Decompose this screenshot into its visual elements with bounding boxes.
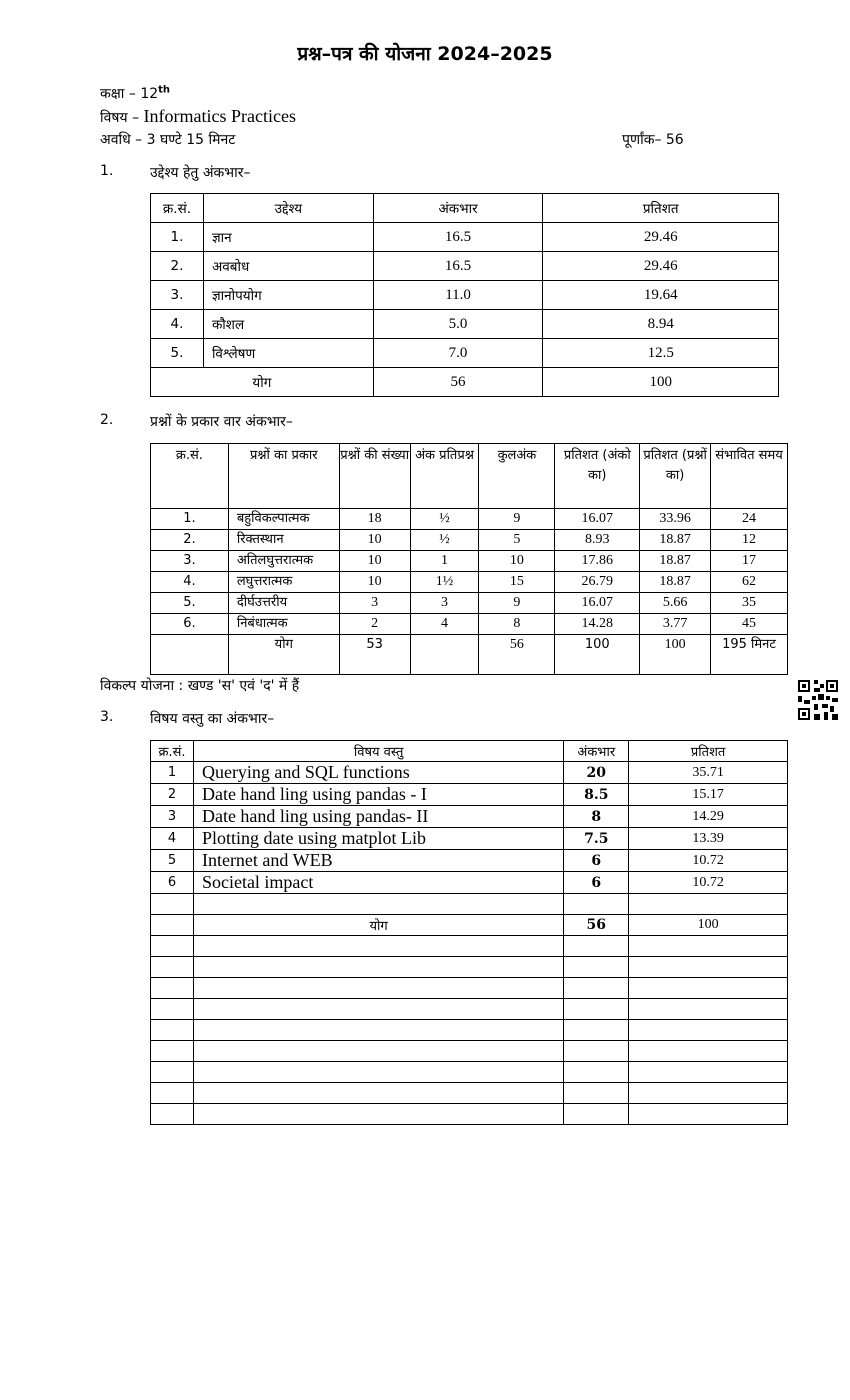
serial-cell: 5. [151, 339, 204, 368]
time-cell: 62 [711, 572, 788, 593]
count-cell: 2 [339, 614, 410, 635]
qr-code-icon [798, 680, 838, 720]
empty-row [151, 1062, 788, 1083]
total-count: 53 [339, 635, 410, 675]
header-cell: अंक प्रतिप्रश्न [410, 444, 479, 509]
table-row [151, 572, 788, 593]
total-marks: 56 [373, 368, 543, 397]
time-cell: 35 [711, 593, 788, 614]
total-time: 195 मिनट [711, 635, 788, 675]
count-cell: 10 [339, 551, 410, 572]
table-row [151, 850, 788, 872]
marks-cell: 8.5 [564, 784, 629, 806]
table-row [151, 223, 779, 252]
header-cell: क्र.सं. [151, 194, 204, 223]
header-cell: प्रश्नों की संख्या [339, 444, 410, 509]
topic-cell: Date hand ling using pandas- II [193, 806, 563, 828]
question-percent-cell: 33.96 [640, 509, 711, 530]
table-total-row [151, 915, 788, 936]
table-row [151, 530, 788, 551]
objective-table [150, 193, 779, 397]
total-label: योग [228, 635, 339, 675]
percent-cell: 8.94 [543, 310, 779, 339]
total-marks-cell: 9 [479, 593, 555, 614]
table-row [151, 310, 779, 339]
per-question-cell: 4 [410, 614, 479, 635]
marks-percent-cell: 8.93 [555, 530, 640, 551]
table-row [151, 509, 788, 530]
per-question-cell: 3 [410, 593, 479, 614]
table-row [151, 806, 788, 828]
serial-cell: 3. [151, 281, 204, 310]
header-cell: क्र.सं. [151, 444, 229, 509]
marks-cell: 8 [564, 806, 629, 828]
marks-percent-cell: 17.86 [555, 551, 640, 572]
percent-cell: 13.39 [629, 828, 788, 850]
percent-cell: 29.46 [543, 252, 779, 281]
total-marks-cell: 5 [479, 530, 555, 551]
type-cell: अतिलघुत्तरात्मक [228, 551, 339, 572]
topic-cell: Societal impact [193, 872, 563, 894]
content-table [150, 740, 788, 1125]
question-percent-cell: 18.87 [640, 551, 711, 572]
serial-cell: 2. [151, 530, 229, 551]
page-title: प्रश्न–पत्र की योजना 2024–2025 [297, 43, 553, 65]
table-row [151, 614, 788, 635]
marks-cell: 11.0 [373, 281, 543, 310]
objective-cell: विश्लेषण [203, 339, 373, 368]
header-cell: प्रतिशत (प्रश्नों का) [640, 444, 711, 509]
total-marks: 56 [479, 635, 555, 675]
percent-cell: 12.5 [543, 339, 779, 368]
percent-cell: 19.64 [543, 281, 779, 310]
empty-row [151, 957, 788, 978]
table-row [151, 872, 788, 894]
total-per-question [410, 635, 479, 675]
header-cell: प्रतिशत [543, 194, 779, 223]
serial-cell: 2. [151, 252, 204, 281]
section2-number: 2. [100, 412, 114, 428]
empty-row [151, 936, 788, 957]
total-question-percent: 100 [640, 635, 711, 675]
table-total-row [151, 635, 788, 675]
section1-number: 1. [100, 163, 114, 179]
table-row [151, 828, 788, 850]
count-cell: 18 [339, 509, 410, 530]
percent-cell: 14.29 [629, 806, 788, 828]
marks-cell: 6 [564, 850, 629, 872]
objective-cell: ज्ञान [203, 223, 373, 252]
per-question-cell: 1½ [410, 572, 479, 593]
option-note: विकल्प योजना : खण्ड 'स' एवं 'द' में हैं [100, 678, 300, 694]
per-question-cell: ½ [410, 509, 479, 530]
type-cell: दीर्घउत्तरीय [228, 593, 339, 614]
objective-cell: ज्ञानोपयोग [203, 281, 373, 310]
count-cell: 10 [339, 530, 410, 551]
percent-cell: 10.72 [629, 872, 788, 894]
marks-cell: 6 [564, 872, 629, 894]
type-cell: बहुविकल्पात्मक [228, 509, 339, 530]
marks-cell: 5.0 [373, 310, 543, 339]
subject-value: Informatics Practices [143, 106, 296, 126]
section3-number: 3. [100, 709, 114, 725]
max-marks: पूर्णांक– 56 [622, 132, 684, 148]
marks-cell: 20 [564, 762, 629, 784]
table-row [151, 551, 788, 572]
serial-cell: 1. [151, 223, 204, 252]
serial-cell: 1 [151, 762, 194, 784]
header-cell: उद्देश्य [203, 194, 373, 223]
marks-cell: 7.5 [564, 828, 629, 850]
count-cell: 10 [339, 572, 410, 593]
serial-cell: 6 [151, 872, 194, 894]
subject-label: विषय – [100, 110, 144, 126]
marks-percent-cell: 26.79 [555, 572, 640, 593]
section1-heading: उद्देश्य हेतु अंकभार– [150, 165, 251, 181]
serial-cell: 2 [151, 784, 194, 806]
header-cell: अंकभार [564, 741, 629, 762]
empty-row [151, 894, 788, 915]
table-header-row [151, 741, 788, 762]
table-header-row [151, 194, 779, 223]
total-marks: 56 [564, 915, 629, 936]
section2-heading: प्रश्नों के प्रकार वार अंकभार– [150, 414, 293, 430]
total-label: योग [193, 915, 563, 936]
percent-cell: 10.72 [629, 850, 788, 872]
total-marks-cell: 9 [479, 509, 555, 530]
empty-row [151, 1083, 788, 1104]
marks-cell: 16.5 [373, 252, 543, 281]
serial-cell: 4 [151, 828, 194, 850]
percent-cell: 35.71 [629, 762, 788, 784]
header-cell: अंकभार [373, 194, 543, 223]
serial-cell: 5. [151, 593, 229, 614]
type-cell: लघुत्तरात्मक [228, 572, 339, 593]
marks-percent-cell: 14.28 [555, 614, 640, 635]
table-row [151, 593, 788, 614]
total-marks-cell: 10 [479, 551, 555, 572]
header-cell: कुलअंक [479, 444, 555, 509]
total-label: योग [151, 368, 374, 397]
question-percent-cell: 5.66 [640, 593, 711, 614]
serial-cell: 3. [151, 551, 229, 572]
table-row [151, 762, 788, 784]
class-sup: th [158, 84, 171, 96]
marks-cell: 7.0 [373, 339, 543, 368]
topic-cell: Internet and WEB [193, 850, 563, 872]
topic-cell: Plotting date using matplot Lib [193, 828, 563, 850]
section3-heading: विषय वस्तु का अंकभार– [150, 711, 275, 727]
percent-cell: 15.17 [629, 784, 788, 806]
header-cell: क्र.सं. [151, 741, 194, 762]
serial-cell: 5 [151, 850, 194, 872]
total-marks-percent: 100 [555, 635, 640, 675]
total-marks-cell: 8 [479, 614, 555, 635]
time-cell: 17 [711, 551, 788, 572]
table-row [151, 784, 788, 806]
marks-percent-cell: 16.07 [555, 509, 640, 530]
header-cell: विषय वस्तु [193, 741, 563, 762]
empty-row [151, 1104, 788, 1125]
question-percent-cell: 18.87 [640, 530, 711, 551]
question-type-table [150, 443, 788, 675]
header-cell: संभावित समय [711, 444, 788, 509]
table-row [151, 339, 779, 368]
total-percent: 100 [543, 368, 779, 397]
total-marks-cell: 15 [479, 572, 555, 593]
type-cell: रिक्तस्थान [228, 530, 339, 551]
marks-percent-cell: 16.07 [555, 593, 640, 614]
percent-cell: 29.46 [543, 223, 779, 252]
time-cell: 12 [711, 530, 788, 551]
per-question-cell: ½ [410, 530, 479, 551]
serial-cell: 1. [151, 509, 229, 530]
objective-cell: कौशल [203, 310, 373, 339]
question-percent-cell: 3.77 [640, 614, 711, 635]
per-question-cell: 1 [410, 551, 479, 572]
header-cell: प्रतिशत [629, 741, 788, 762]
empty-row [151, 978, 788, 999]
empty-row [151, 1020, 788, 1041]
empty-row [151, 999, 788, 1020]
serial-cell: 3 [151, 806, 194, 828]
header-cell: प्रश्नों का प्रकार [228, 444, 339, 509]
total-percent: 100 [629, 915, 788, 936]
time-cell: 45 [711, 614, 788, 635]
question-percent-cell: 18.87 [640, 572, 711, 593]
table-row [151, 281, 779, 310]
topic-cell: Date hand ling using pandas - I [193, 784, 563, 806]
empty-row [151, 1041, 788, 1062]
class-label: कक्षा – 12 [100, 86, 159, 102]
table-row [151, 252, 779, 281]
serial-cell: 4. [151, 310, 204, 339]
duration: अवधि – 3 घण्टे 15 मिनट [100, 132, 236, 148]
serial-cell: 4. [151, 572, 229, 593]
type-cell: निबंधात्मक [228, 614, 339, 635]
topic-cell: Querying and SQL functions [193, 762, 563, 784]
serial-cell: 6. [151, 614, 229, 635]
table-total-row [151, 368, 779, 397]
time-cell: 24 [711, 509, 788, 530]
table-header-row [151, 444, 788, 509]
class-line [100, 84, 170, 103]
marks-cell: 16.5 [373, 223, 543, 252]
header-cell: प्रतिशत (अंको का) [555, 444, 640, 509]
subject-line [100, 106, 296, 127]
count-cell: 3 [339, 593, 410, 614]
objective-cell: अवबोध [203, 252, 373, 281]
